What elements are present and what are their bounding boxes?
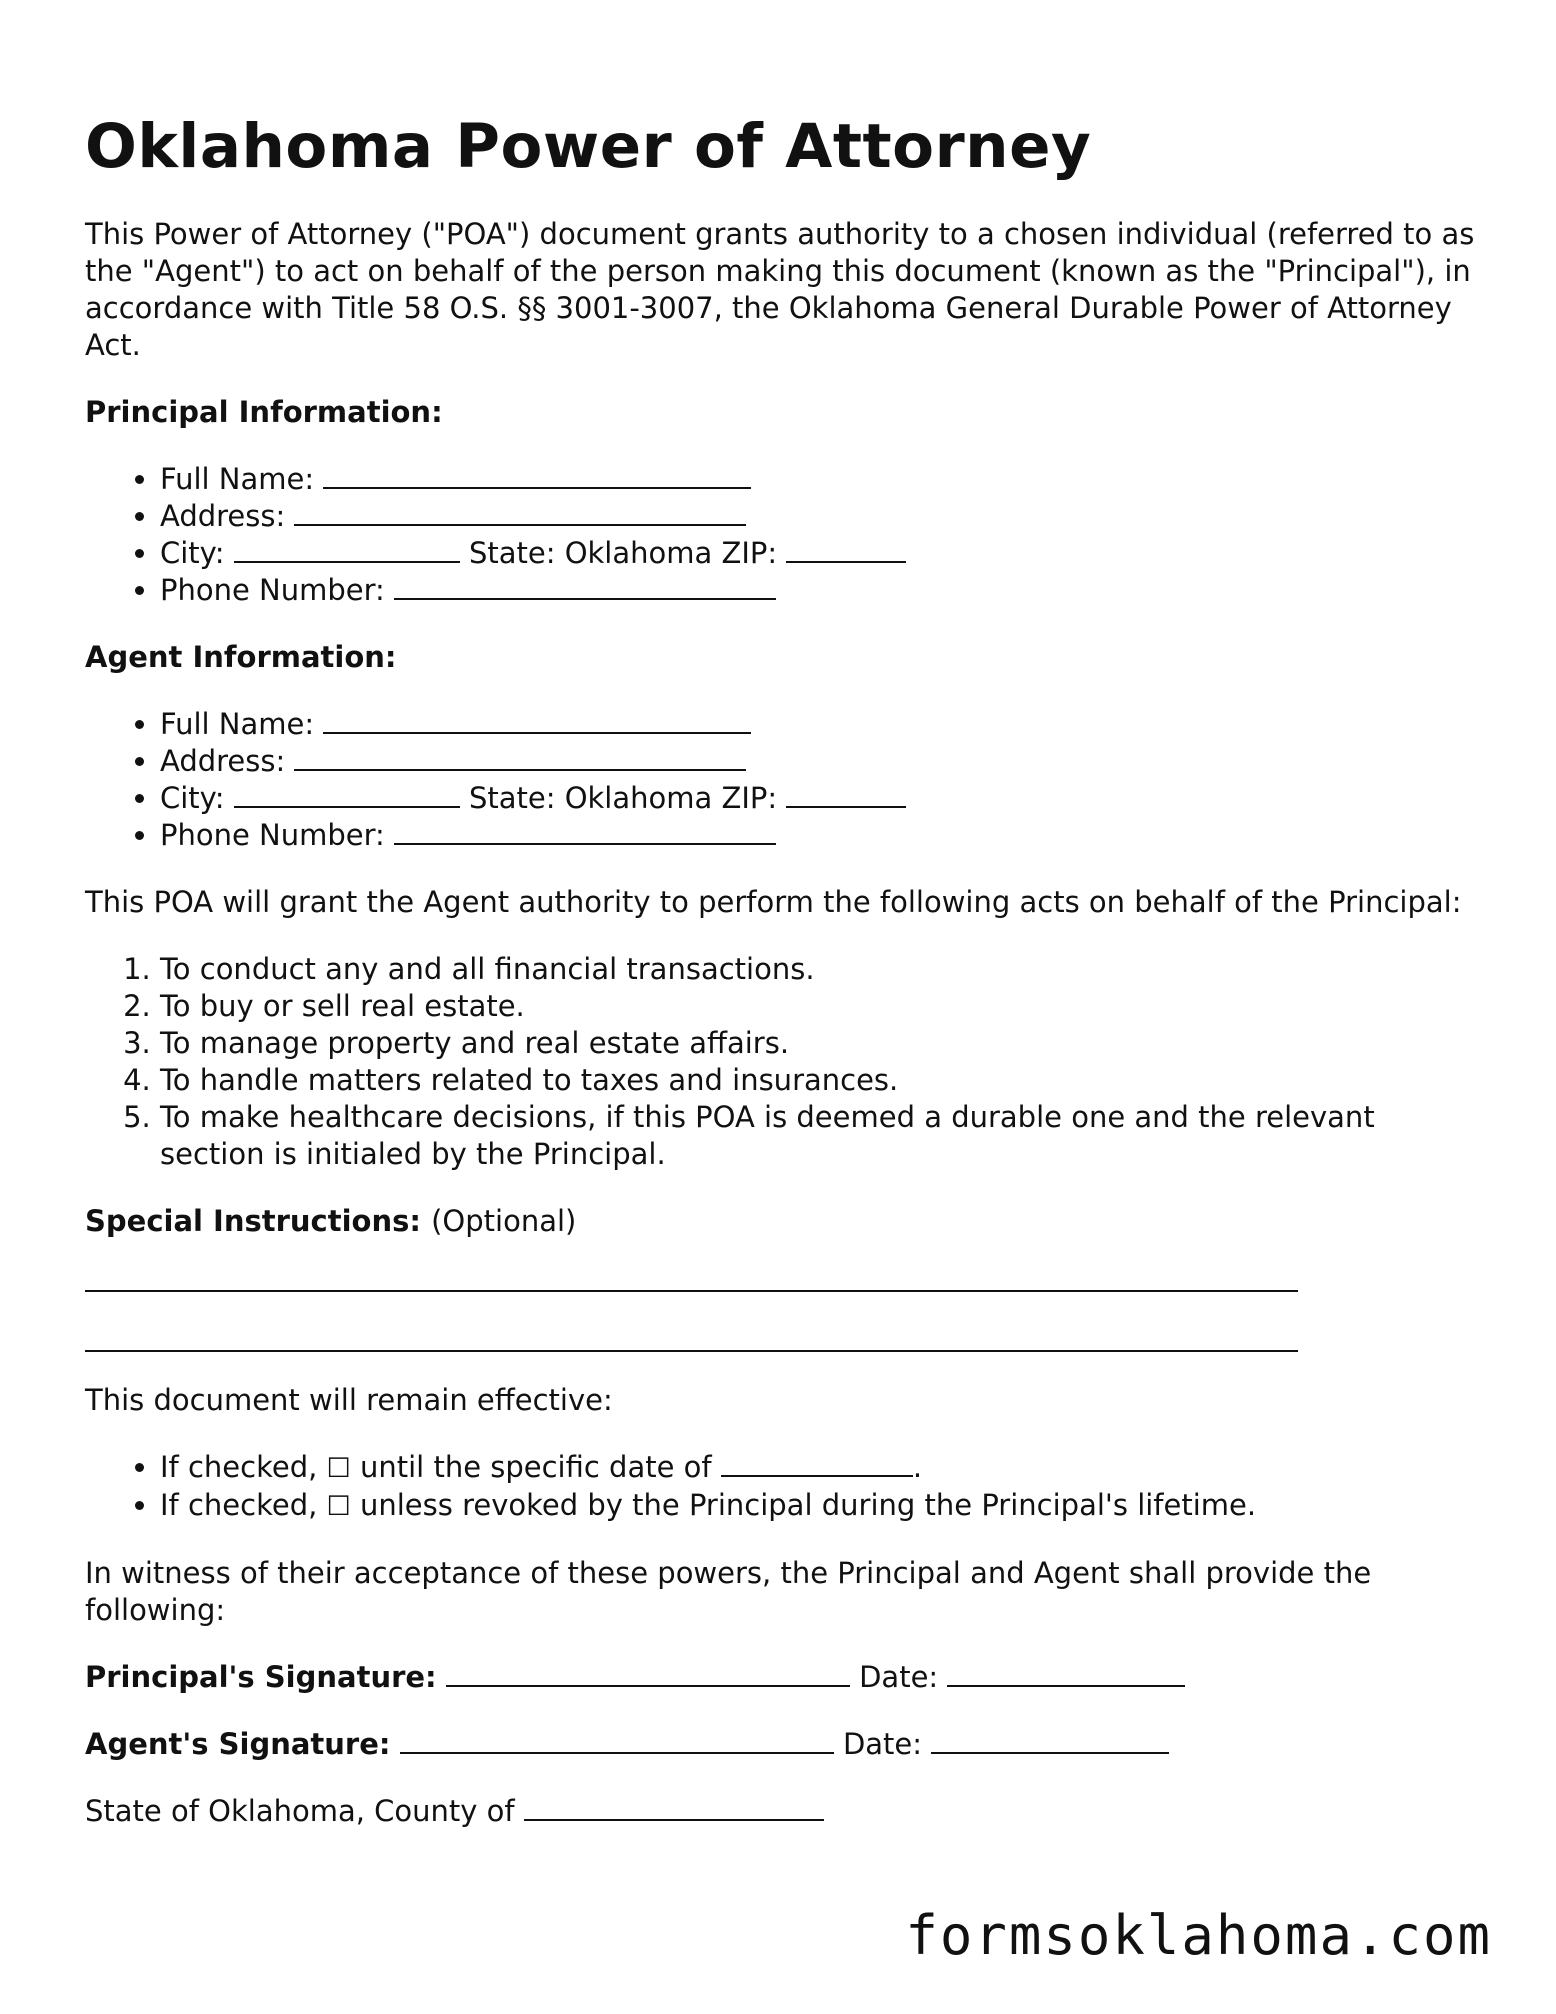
principal-city-field[interactable]	[234, 535, 460, 563]
special-instructions-heading	[85, 1203, 1485, 1240]
principal-heading: Principal Information:	[85, 395, 443, 429]
effective-option-revoked-prefix: If checked,	[160, 1488, 318, 1522]
act-item: 1. To conduct any and all financial transactions.	[160, 951, 1485, 988]
agent-state-zip-label: State: Oklahoma ZIP:	[468, 781, 778, 815]
county-field[interactable]	[524, 1793, 824, 1821]
agent-address-field[interactable]	[294, 743, 746, 771]
agent-signature-label: Agent's Signature:	[85, 1727, 391, 1761]
act-item: 4. To handle matters related to taxes and insurances.	[160, 1062, 1485, 1099]
agent-phone-item	[160, 817, 1485, 854]
effective-option-date-suffix: .	[912, 1450, 923, 1484]
agent-zip-field[interactable]	[786, 780, 906, 808]
document-page	[85, 106, 1485, 1830]
principal-signature-line	[85, 1659, 1485, 1696]
effective-date-field[interactable]	[721, 1449, 913, 1477]
effective-option-date-text: until the specific date of	[359, 1450, 712, 1484]
checkbox-icon[interactable]: ☐	[326, 1491, 351, 1522]
principal-state-zip-label: State: Oklahoma ZIP:	[468, 536, 778, 570]
agent-phone-label: Phone Number:	[160, 818, 385, 852]
principal-signature-label: Principal's Signature:	[85, 1660, 437, 1694]
principal-fields	[85, 461, 1485, 609]
special-instructions-label: Special Instructions:	[85, 1204, 421, 1238]
agent-city-item	[160, 780, 1485, 817]
agent-signature-line	[85, 1726, 1485, 1763]
agent-signature-field[interactable]	[400, 1726, 834, 1754]
effective-option-revoked-text: unless revoked by the Principal during the Principal's lifetime.	[359, 1488, 1257, 1522]
principal-zip-field[interactable]	[786, 535, 906, 563]
principal-date-field[interactable]	[947, 1659, 1185, 1687]
agent-date-field[interactable]	[931, 1726, 1169, 1754]
effective-intro: This document will remain effective:	[85, 1383, 613, 1417]
act-item: 5. To make healthcare decisions, if this POA is deemed a durable one and the relevant section is initialed by the Principal.	[160, 1099, 1485, 1173]
agent-date-label: Date:	[842, 1727, 923, 1761]
act-item: 3. To manage property and real estate affairs.	[160, 1025, 1485, 1062]
agent-heading: Agent Information:	[85, 640, 397, 674]
effective-option-revoked	[160, 1487, 1485, 1525]
effective-options	[85, 1449, 1485, 1525]
principal-full-name-item	[160, 461, 1485, 498]
principal-city-label: City:	[160, 536, 225, 570]
agent-full-name-field[interactable]	[323, 706, 751, 734]
principal-phone-field[interactable]	[394, 572, 776, 600]
authority-intro: This POA will grant the Agent authority to perform the following acts on behalf of the Principal:	[85, 885, 1462, 919]
agent-city-field[interactable]	[234, 780, 460, 808]
agent-full-name-item	[160, 706, 1485, 743]
effective-option-date-prefix: If checked,	[160, 1450, 318, 1484]
principal-phone-item	[160, 572, 1485, 609]
checkbox-icon[interactable]: ☐	[326, 1453, 351, 1484]
intro-paragraph: This Power of Attorney ("POA") document grants authority to a chosen individual (referred to as the "Agent") to act on behalf of the person making this document (known as the "Principal"), in accordance with Title 58 O.S. §§ 3001-3007, the Oklahoma General Durable Power of Attorney Act.	[85, 217, 1475, 362]
special-instructions-optional: (Optional)	[431, 1204, 577, 1238]
effective-option-date	[160, 1449, 1485, 1487]
witness-paragraph: In witness of their acceptance of these powers, the Principal and Agent shall provide the following:	[85, 1556, 1372, 1627]
principal-full-name-field[interactable]	[323, 461, 751, 489]
act-item: 2. To buy or sell real estate.	[160, 988, 1485, 1025]
principal-signature-field[interactable]	[446, 1659, 850, 1687]
agent-fields	[85, 706, 1485, 854]
principal-full-name-label: Full Name:	[160, 462, 315, 496]
county-line	[85, 1793, 1485, 1830]
special-instructions-line-2[interactable]	[85, 1350, 1298, 1352]
principal-phone-label: Phone Number:	[160, 573, 385, 607]
acts-list	[85, 951, 1485, 1173]
agent-full-name-label: Full Name:	[160, 707, 315, 741]
agent-phone-field[interactable]	[394, 817, 776, 845]
agent-address-label: Address:	[160, 744, 286, 778]
agent-city-label: City:	[160, 781, 225, 815]
principal-address-item	[160, 498, 1485, 535]
county-label: State of Oklahoma, County of	[85, 1794, 515, 1828]
document-title: Oklahoma Power of Attorney	[85, 111, 1092, 182]
agent-address-item	[160, 743, 1485, 780]
special-instructions-line-1[interactable]	[85, 1290, 1298, 1292]
watermark: formsoklahoma.com	[905, 1904, 1492, 1967]
principal-date-label: Date:	[859, 1660, 939, 1694]
principal-address-field[interactable]	[294, 498, 746, 526]
principal-address-label: Address:	[160, 499, 286, 533]
principal-city-item	[160, 535, 1485, 572]
